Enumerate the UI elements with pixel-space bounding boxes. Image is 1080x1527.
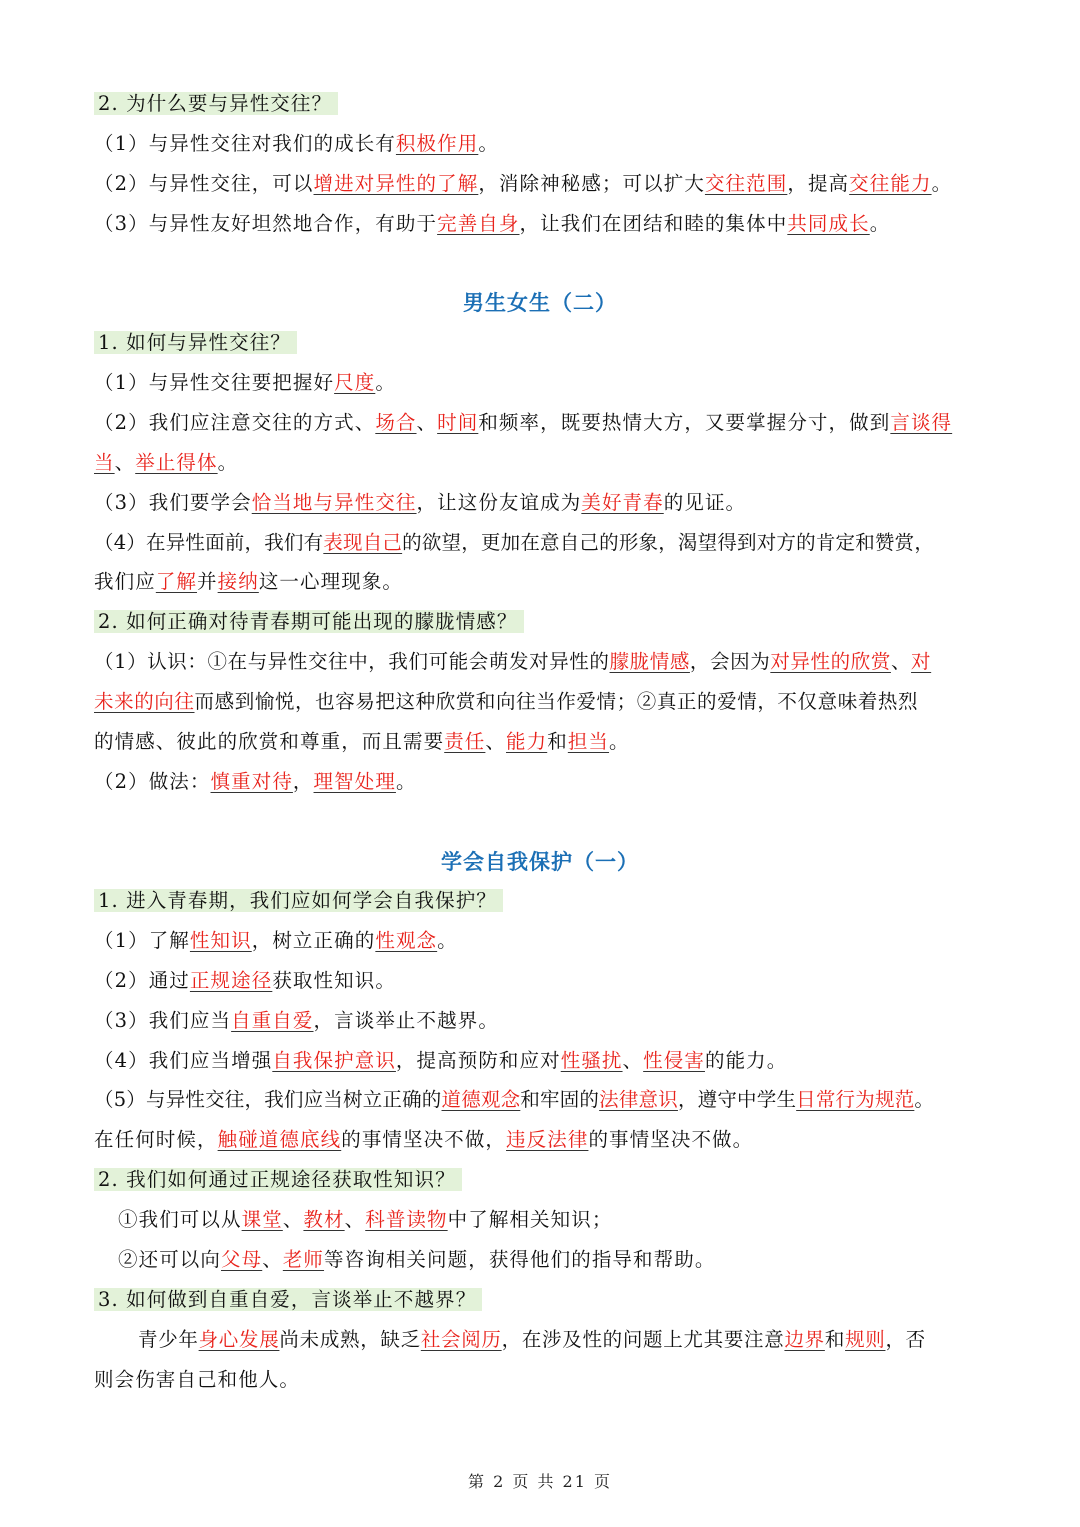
text: （4）我们应当增强 [94,1049,273,1072]
question-text: 2. 我们如何通过正规途径获取性知识？ [94,1168,462,1191]
answer-line [118,1205,1018,1235]
text: 我们应 [94,570,156,593]
key-term: 身心发展 [198,1328,280,1351]
question-line [94,1165,994,1195]
text: 的见证。 [663,491,747,514]
text: 则会伤害自己和他人。 [94,1368,301,1391]
text: 、 [622,1049,644,1072]
question-line [94,1285,994,1315]
text: 、 [416,411,438,434]
key-term: 科普读物 [365,1208,448,1231]
text: ①我们可以从 [118,1208,242,1231]
text: 、 [890,650,912,673]
text: ，否 [885,1328,926,1351]
text: 、 [114,451,136,474]
text: 和牢固的 [520,1088,600,1111]
key-term: 触碰道德底线 [217,1128,342,1151]
answer-line [138,1325,998,1355]
text: 、 [485,730,507,753]
answer-line [94,647,994,677]
answer-line [94,1365,994,1395]
text: 。 [437,929,458,952]
key-term: 对异性的欣赏 [770,650,891,673]
question-text: 2. 如何正确对待青春期可能出现的朦胧情感？ [94,610,524,633]
key-term: 性侵害 [643,1049,705,1072]
text: ， [292,770,314,793]
key-term: 违反法律 [506,1128,589,1151]
answer-line [94,966,994,996]
text: 并 [197,570,218,593]
question-text: 3. 如何做到自重自爱，言谈举止不越界？ [94,1288,482,1311]
text: ，遵守中学生 [677,1088,797,1111]
answer-line [94,129,994,159]
key-term: 积极作用 [395,132,479,155]
key-term: 性知识 [189,929,252,952]
text: 。 [217,451,239,474]
text: 。 [609,730,630,753]
key-term: 法律意识 [599,1088,678,1111]
text: ，言谈举止不越界。 [313,1009,499,1032]
text: ，在涉及性的问题上尤其要注意 [501,1328,785,1351]
key-term: 交往范围 [704,172,788,195]
answer-line [94,448,994,478]
text: 。 [375,371,396,394]
key-term: 接纳 [217,570,259,593]
key-term: 正规途径 [189,969,273,992]
key-term: 慎重对待 [210,770,293,793]
text: 和 [824,1328,846,1351]
text: 。 [869,212,891,235]
text: （5）与异性交往，我们应当树立正确的 [94,1088,442,1111]
key-term: 边界 [784,1328,825,1351]
key-term: 老师 [282,1248,325,1271]
key-term: 教材 [303,1208,345,1231]
key-term: 增进对异性的了解 [313,172,479,195]
text: 而感到愉悦，也容易把这种欣赏和向往当作爱情；②真正的爱情，不仅意味着热烈 [194,690,919,713]
text: ，提高 [787,172,850,195]
answer-line [94,1125,994,1155]
text: （1）与异性交往对我们的成长有 [94,132,396,155]
question-line [94,886,994,916]
key-term: 尺度 [334,371,376,394]
key-term: 举止得体 [135,451,218,474]
text: 在任何时候， [94,1128,218,1151]
text: （1）认识：①在与异性交往中，我们可能会萌发对异性的 [94,650,610,673]
text: 。 [914,1088,935,1111]
answer-line [118,1245,1018,1275]
text: 。 [931,172,953,195]
text: 这一心理现象。 [258,570,404,593]
key-term: 理智处理 [313,770,396,793]
page-footer: 第 2 页 共 21 页 [468,1472,612,1491]
key-term: 父母 [221,1248,263,1271]
key-term: 场合 [375,411,417,434]
key-term: 责任 [444,730,486,753]
question-line [94,607,994,637]
answer-line [94,1006,994,1036]
text: （3）我们应当 [94,1009,232,1032]
text: （2）做法： [94,770,211,793]
key-term: 未来的向往 [94,690,195,713]
key-term: 美好青春 [581,491,664,514]
text: 的情感、彼此的欣赏和尊重，而且需要 [94,730,445,753]
text: 的事情坚决不做， [341,1128,507,1151]
answer-line [94,1046,994,1076]
answer-line [94,488,994,518]
key-term: 能力 [506,730,548,753]
key-term: 日常行为规范 [796,1088,915,1111]
section-heading: 男生女生（二） [463,291,617,315]
question-line [94,328,994,358]
text: 。 [478,132,499,155]
answer-line [94,767,994,797]
text: 的事情坚决不做。 [588,1128,754,1151]
key-term: 表现自己 [323,531,403,554]
key-term: 自重自爱 [231,1009,314,1032]
answer-line [94,687,994,717]
text: （4）在异性面前，我们有 [94,531,324,554]
answer-line [94,169,994,199]
text: （2）通过 [94,969,190,992]
key-term: 交往能力 [849,172,932,195]
answer-line [94,1085,994,1115]
text: 中了解相关知识； [447,1208,613,1231]
answer-line [94,368,994,398]
question-text: 2. 为什么要与异性交往？ [94,92,338,115]
key-term: 社会阅历 [420,1328,502,1351]
key-term: 性观念 [375,929,438,952]
answer-line [94,528,994,558]
text: 尚未成熟，缺乏 [279,1328,421,1351]
answer-line [94,209,994,239]
question-line [94,89,994,119]
key-term: 自我保护意识 [272,1049,396,1072]
key-term: 性骚扰 [560,1049,623,1072]
text: （3）我们要学会 [94,491,252,514]
text: 、 [262,1248,283,1271]
text: ，树立正确的 [251,929,376,952]
text: （1）了解 [94,929,190,952]
answer-line [94,926,994,956]
text: （2）与异性交往，可以 [94,172,314,195]
key-term: 了解 [155,570,198,593]
key-term: 当 [94,451,115,474]
answer-line [94,408,994,438]
text: 、 [282,1208,304,1231]
answer-line [94,567,994,597]
text: 的欲望，更加在意自己的形象，渴望得到对方的肯定和赞赏， [402,531,935,554]
answer-line [94,727,994,757]
text: 和 [547,730,568,753]
text: 等咨询相关问题，获得他们的指导和帮助。 [324,1248,716,1271]
key-term: 道德观念 [441,1088,521,1111]
key-term: 共同成长 [787,212,870,235]
text: ，消除神秘感；可以扩大 [478,172,705,195]
text: 。 [395,770,417,793]
text: ②还可以向 [118,1248,222,1271]
key-term: 时间 [437,411,479,434]
text: ，提高预防和应对 [395,1049,561,1072]
text: ，让我们在团结和睦的集体中 [519,212,788,235]
text: 、 [344,1208,366,1231]
key-term: 课堂 [241,1208,283,1231]
key-term: 完善自身 [437,212,520,235]
key-term: 规则 [845,1328,886,1351]
text: 和频率，既要热情大方，又要掌握分寸，做到 [478,411,891,434]
key-term: 对 [911,650,932,673]
text: 的能力。 [704,1049,788,1072]
text: ，让这份友谊成为 [416,491,582,514]
text: （1）与异性交往要把握好 [94,371,335,394]
question-text: 1. 如何与异性交往？ [94,331,297,354]
text: 青少年 [138,1328,199,1351]
key-term: 言谈得 [890,411,953,434]
key-term: 朦胧情感 [609,650,690,673]
key-term: 担当 [567,730,610,753]
text: 获取性知识。 [272,969,396,992]
text: （2）我们应注意交往的方式、 [94,411,376,434]
section-heading: 学会自我保护（一） [441,850,639,874]
text: （3）与异性友好坦然地合作，有助于 [94,212,438,235]
question-text: 1. 进入青春期，我们应如何学会自我保护？ [94,889,503,912]
key-term: 恰当地与异性交往 [251,491,417,514]
text: ，会因为 [689,650,771,673]
